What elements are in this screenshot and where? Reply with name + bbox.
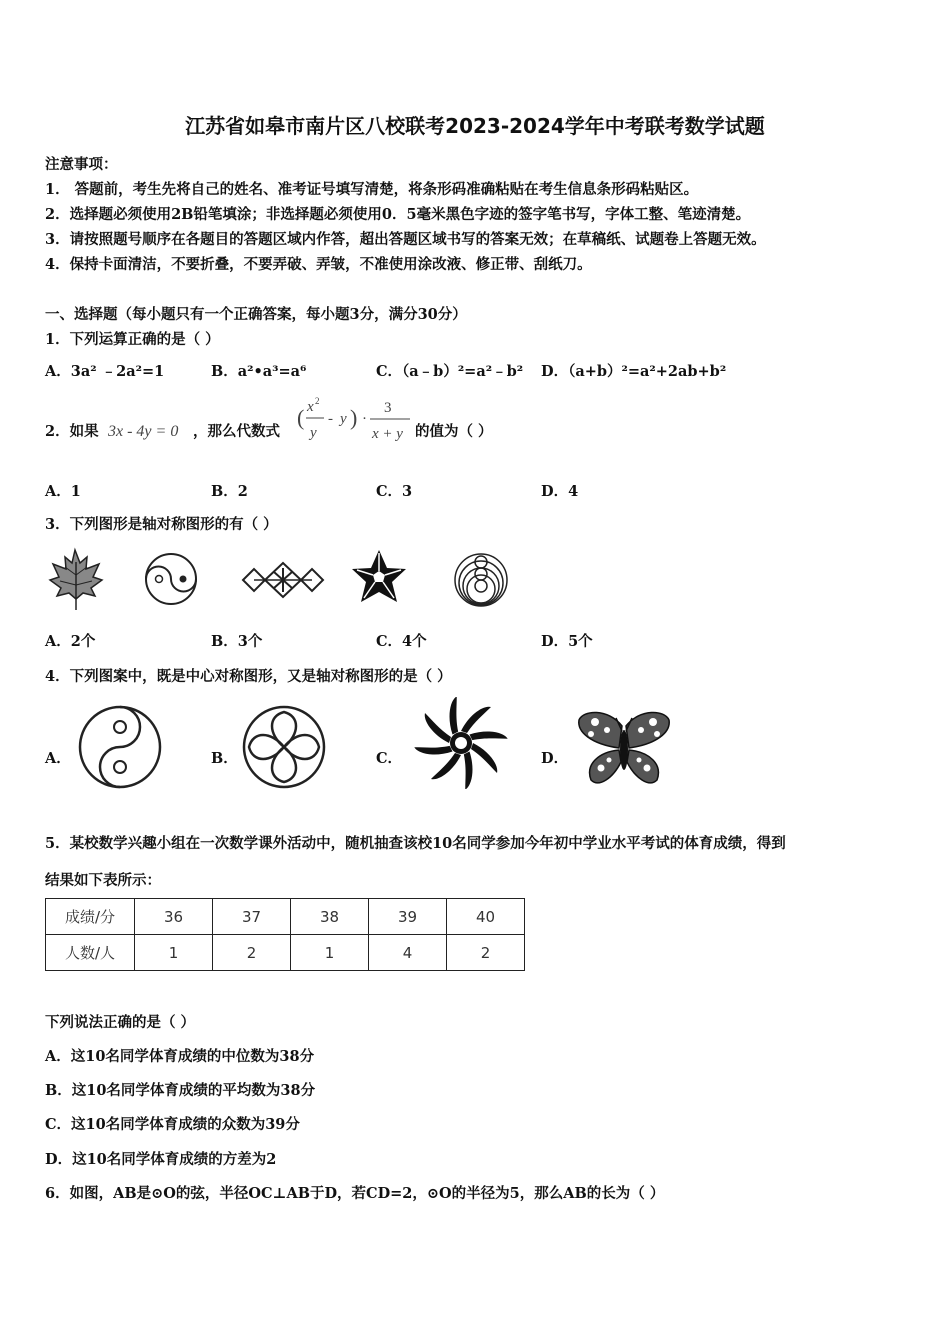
q4-taiji-figure <box>76 704 166 790</box>
svg-text:(: ( <box>297 405 305 430</box>
q3-option-d: D．5个 <box>541 633 593 650</box>
q1-option-b: B．a²•a³=a⁶ <box>211 363 307 380</box>
q5-option-c: C．这10名同学体育成绩的众数为39分 <box>45 1116 300 1133</box>
svg-text:y: y <box>310 425 317 441</box>
q2-fraction-denominator: x + y <box>372 426 403 442</box>
notice-item: 2．选择题必须使用2B铅笔填涂；非选择题必须使用0．5毫米黑色字迹的签字笔书写，字体工整、笔迹清楚。 <box>45 206 751 223</box>
question-2-suffix: 的值为（ ） <box>415 423 493 440</box>
pentagon-star-figure <box>351 547 407 609</box>
q5-prompt: 下列说法正确的是（ ） <box>45 1014 196 1031</box>
question-6-stem: 6．如图，AB是⊙O的弦，半径OC⊥AB于D，若CD=2，⊙O的半径为5，那么AB的长为（ ） <box>45 1185 665 1202</box>
question-5-stem-line2: 结果如下表所示： <box>45 872 161 889</box>
section-heading: 一、选择题（每小题只有一个正确答案，每小题3分，满分30分） <box>45 306 467 323</box>
table-row-label: 人数/人 <box>46 935 135 971</box>
q2-option-a: A．1 <box>45 483 81 500</box>
q4-option-c: C． <box>376 750 403 767</box>
q2-option-d: D．4 <box>541 483 579 500</box>
q3-option-c: C．4个 <box>376 633 427 650</box>
svg-text:-: - <box>328 411 333 427</box>
question-5-stem-line1: 5．某校数学兴趣小组在一次数学课外活动中，随机抽查该校10名同学参加今年初中学业水平考试的体育成绩，得到 <box>45 835 786 852</box>
table-cell: 39 <box>369 899 447 935</box>
svg-text:): ) <box>350 405 358 430</box>
q1-option-a: A．3a² ﹣2a²=1 <box>45 363 165 380</box>
svg-text:2: 2 <box>315 396 320 406</box>
maple-leaf-figure <box>45 547 105 612</box>
taiji-figure <box>143 551 199 607</box>
q2-option-b: B．2 <box>211 483 248 500</box>
q4-option-a: A． <box>45 750 71 767</box>
table-cell: 1 <box>291 935 369 971</box>
notice-heading: 注意事项： <box>45 156 118 173</box>
question-2-prefix: 2．如果 <box>45 423 99 440</box>
q4-butterfly-figure <box>573 706 675 790</box>
table-cell: 4 <box>369 935 447 971</box>
q4-option-b: B． <box>211 750 238 767</box>
q5-option-a: A．这10名同学体育成绩的中位数为38分 <box>45 1048 315 1065</box>
table-cell: 2 <box>447 935 525 971</box>
q5-option-b: B．这10名同学体育成绩的平均数为38分 <box>45 1082 316 1099</box>
table-cell: 2 <box>213 935 291 971</box>
question-4-stem: 4．下列图案中，既是中心对称图形，又是轴对称图形的是（ ） <box>45 668 452 685</box>
table-cell: 38 <box>291 899 369 935</box>
notice-item: 3．请按照题号顺序在各题目的答题区域内作答，超出答题区域书写的答案无效；在草稿纸、试题卷上答题无效。 <box>45 231 766 248</box>
nested-circles-figure <box>452 548 510 610</box>
table-cell: 1 <box>135 935 213 971</box>
question-1-stem: 1．下列运算正确的是（ ） <box>45 331 220 348</box>
notice-item: 1． 答题前，考生先将自己的姓名、准考证号填写清楚，将条形码准确粘贴在考生信息条形码粘贴区。 <box>45 181 699 198</box>
q4-option-d: D． <box>541 750 569 767</box>
q2-condition: 3x - 4y = 0 <box>108 423 179 440</box>
table-cell: 40 <box>447 899 525 935</box>
page-title: 江苏省如皋市南片区八校联考2023-2024学年中考联考数学试题 <box>185 114 765 138</box>
table-cell: 37 <box>213 899 291 935</box>
svg-text:·: · <box>362 411 367 427</box>
q5-option-d: D．这10名同学体育成绩的方差为2 <box>45 1151 277 1168</box>
q4-four-petal-figure <box>238 704 330 790</box>
notice-item: 4．保持卡面清洁，不要折叠，不要弄破、弄皱，不准使用涂改液、修正带、刮纸刀。 <box>45 256 592 273</box>
q1-option-c: C．（a﹣b）²=a²﹣b² <box>376 363 524 380</box>
question-3-stem: 3．下列图形是轴对称图形的有（ ） <box>45 516 278 533</box>
score-table <box>45 898 525 971</box>
svg-text:x: x <box>307 399 314 415</box>
q4-pinwheel-flower-figure <box>410 697 512 789</box>
q2-fraction-numerator: 3 <box>384 400 392 416</box>
table-row <box>46 899 525 935</box>
q3-option-b: B．3个 <box>211 633 263 650</box>
table-cell: 36 <box>135 899 213 935</box>
question-2-mid: ，那么代数式 <box>193 423 280 440</box>
q3-option-a: A．2个 <box>45 633 96 650</box>
knot-pattern-figure <box>240 560 326 600</box>
svg-text:y: y <box>340 411 347 427</box>
table-row <box>46 935 525 971</box>
table-row-label: 成绩/分 <box>46 899 135 935</box>
q1-option-d: D．（a+b）²=a²+2ab+b² <box>541 363 727 380</box>
q2-option-c: C．3 <box>376 483 413 500</box>
q2-expression-figure <box>297 394 413 446</box>
